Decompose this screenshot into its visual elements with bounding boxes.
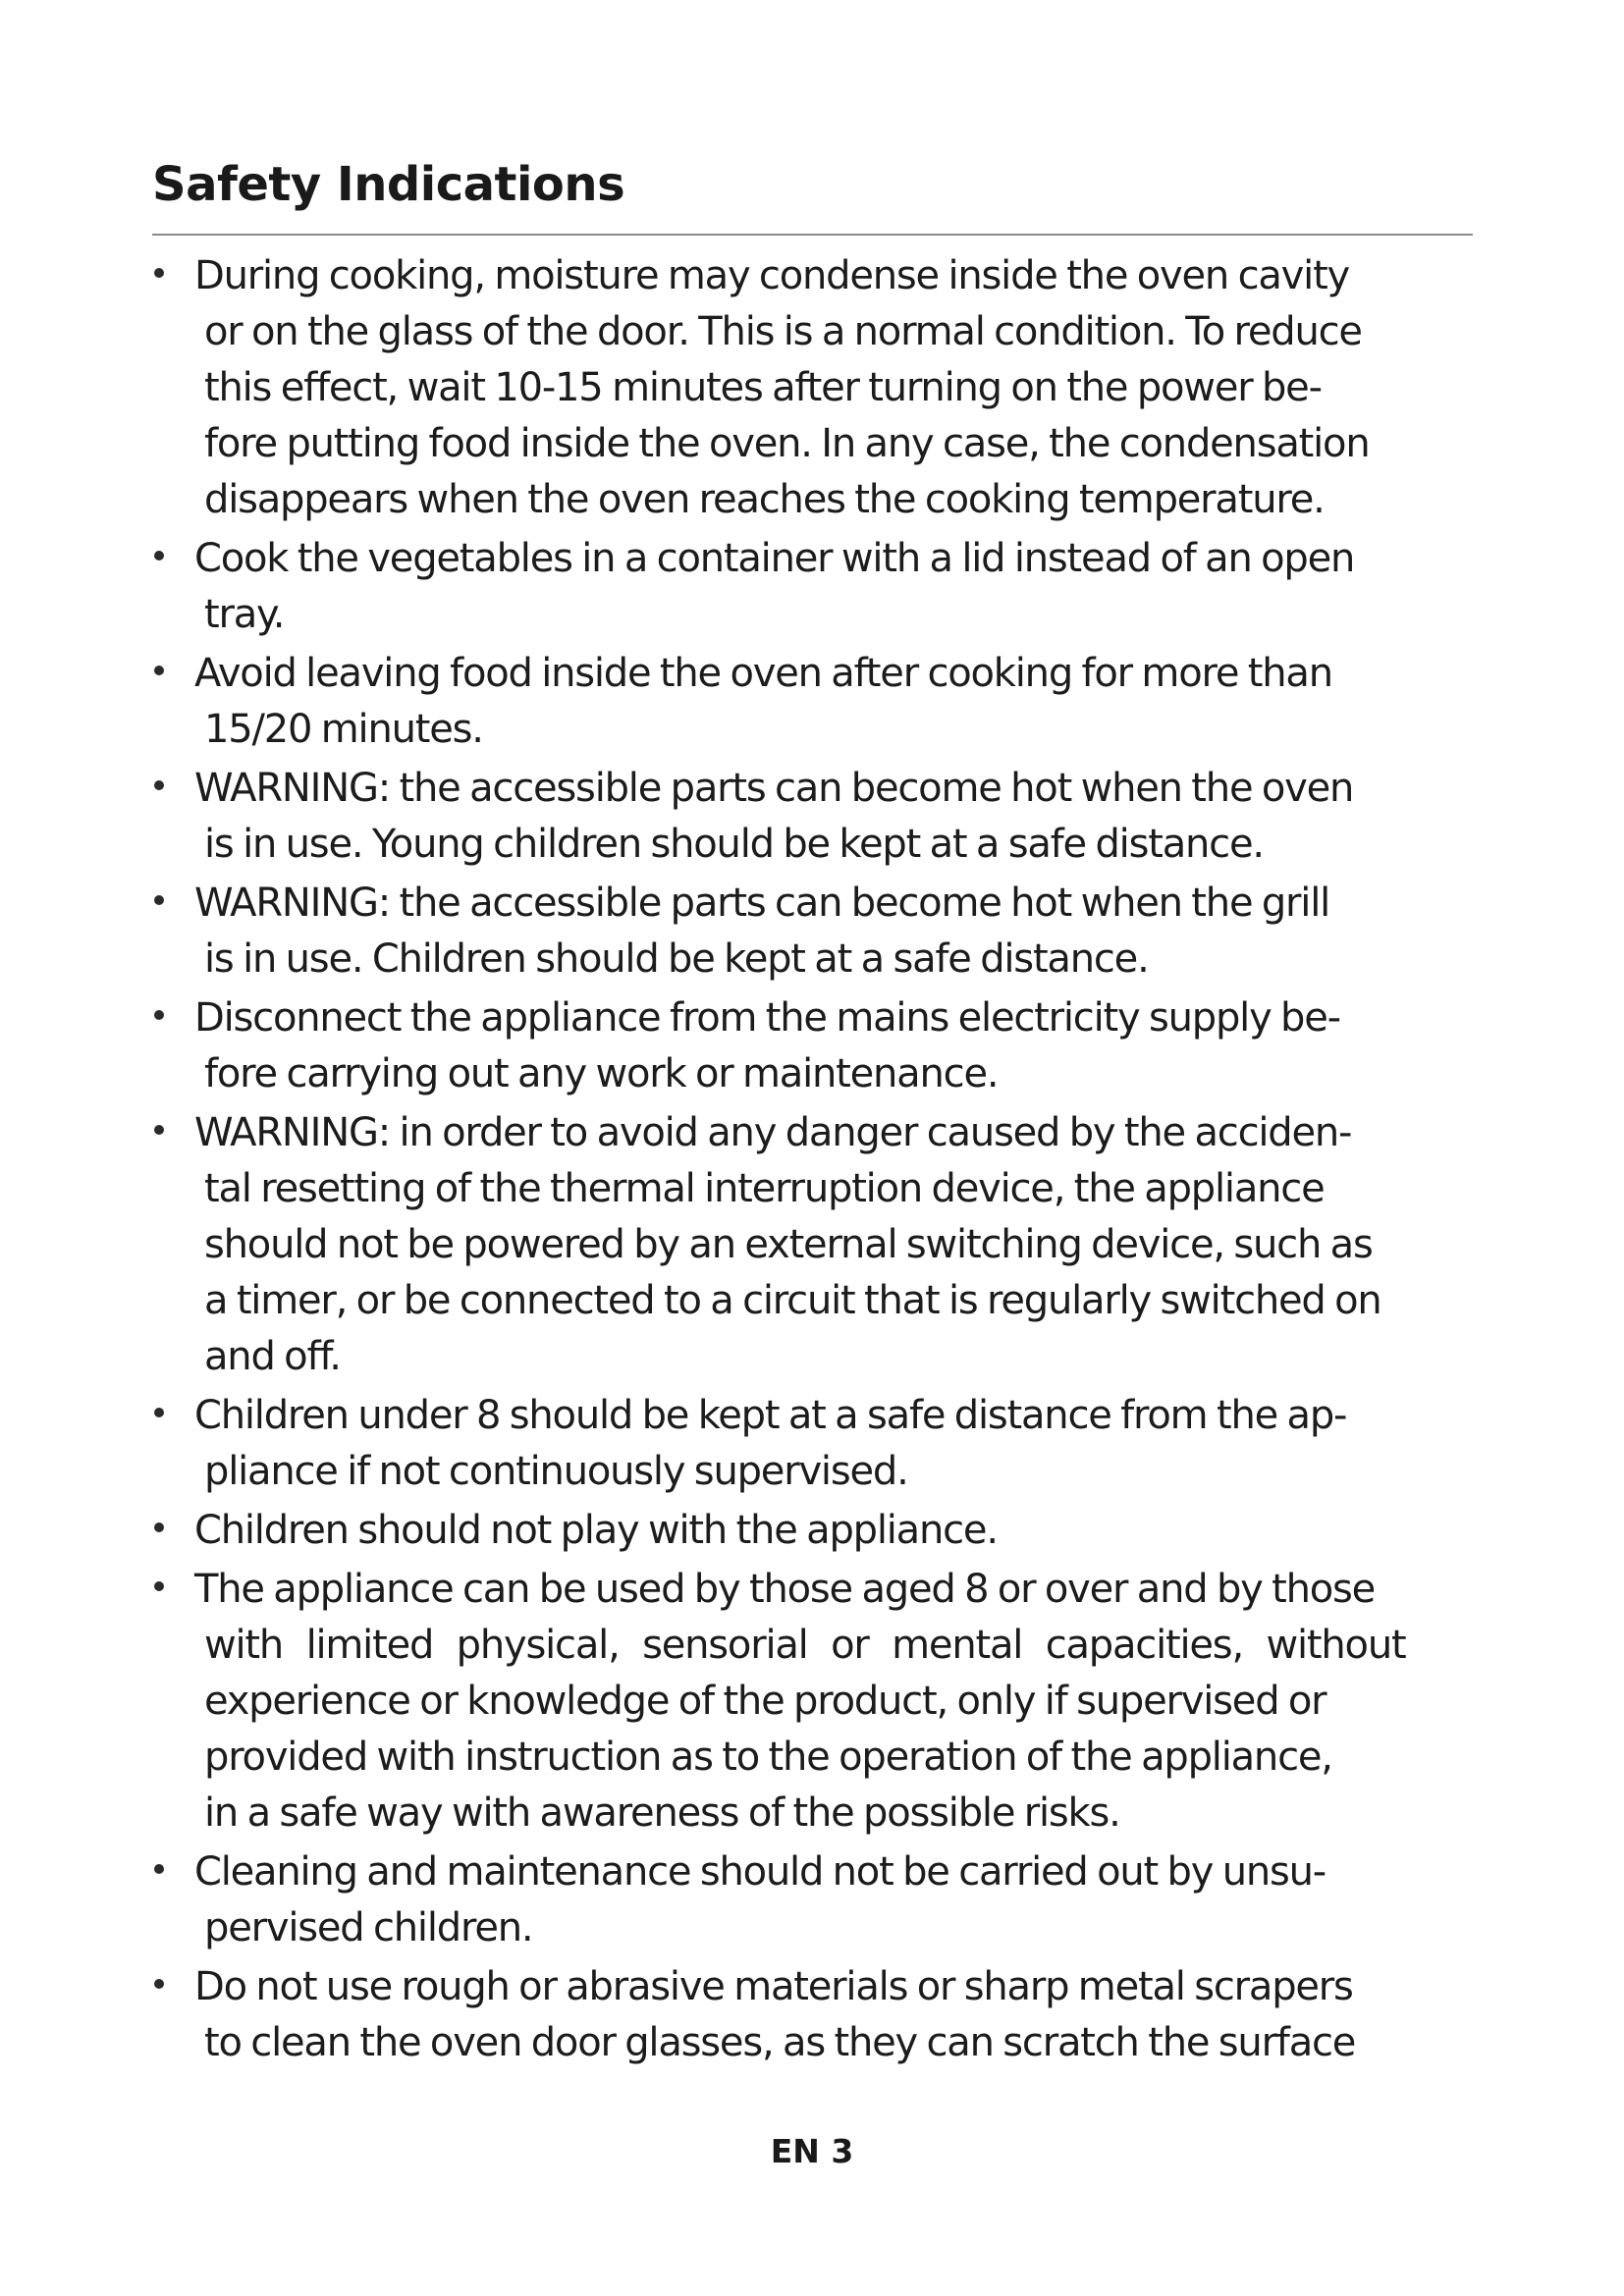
page-title: Safety Indications: [152, 157, 625, 212]
list-item: [152, 1503, 1527, 1559]
item-line: 15/20 minutes.: [204, 707, 483, 752]
item-line: fore carrying out any work or maintenance.: [204, 1051, 999, 1096]
bullet-icon: [154, 1864, 164, 1874]
list-item: [152, 876, 1527, 988]
item-line: Children should not play with the appliance.: [194, 1508, 998, 1553]
item-line: Avoid leaving food inside the oven after cooking for more than: [194, 651, 1332, 696]
list-item: [152, 990, 1527, 1102]
list-item: [152, 1388, 1527, 1500]
item-line: Cleaning and maintenance should not be carried out by unsu-: [194, 1849, 1326, 1895]
bullet-icon: [154, 1522, 164, 1532]
bullet-icon: [154, 268, 164, 278]
item-line: fore putting food inside the oven. In any case, the condensation: [204, 421, 1370, 466]
bullet-icon: [154, 551, 164, 561]
item-line: Disconnect the appliance from the mains electricity supply be-: [194, 995, 1340, 1041]
bullet-icon: [154, 1010, 164, 1020]
item-line: to clean the oven door glasses, as they can scratch the surface: [204, 2020, 1356, 2065]
item-line: WARNING: the accessible parts can become hot when the oven: [194, 766, 1354, 811]
bullet-icon: [154, 1581, 164, 1591]
list-item: [152, 1105, 1527, 1385]
item-line: in a safe way with awareness of the possible risks.: [204, 1790, 1120, 1836]
bullet-icon: [154, 780, 164, 790]
bullet-icon: [154, 1125, 164, 1135]
item-line: pliance if not continuously supervised.: [204, 1449, 908, 1494]
item-line: experience or knowledge of the product, only if supervised or: [204, 1679, 1326, 1724]
list-item: [152, 531, 1527, 643]
list-item: [152, 646, 1527, 758]
item-line: disappears when the oven reaches the cooking temperature.: [204, 477, 1325, 522]
item-line: pervised children.: [204, 1905, 533, 1950]
item-line: or on the glass of the door. This is a normal condition. To reduce: [204, 309, 1362, 354]
item-line: Cook the vegetables in a container with a lid instead of an open: [194, 536, 1355, 581]
list-item: [152, 1959, 1527, 2071]
item-line: is in use. Children should be kept at a safe distance.: [204, 936, 1149, 982]
item-line: The appliance can be used by those aged 8 or over and by those: [194, 1567, 1376, 1612]
item-line: provided with instruction as to the operation of the appliance,: [204, 1735, 1332, 1780]
safety-list: [152, 248, 1527, 2074]
item-line: During cooking, moisture may condense inside the oven cavity: [194, 253, 1350, 298]
item-line: Do not use rough or abrasive materials or sharp metal scrapers: [194, 1964, 1353, 2009]
list-item: [152, 1844, 1527, 1956]
item-line: WARNING: the accessible parts can become hot when the grill: [194, 881, 1330, 926]
item-line: Children under 8 should be kept at a safe distance from the ap-: [194, 1393, 1347, 1438]
item-line: tal resetting of the thermal interruption device, the appliance: [204, 1166, 1325, 1211]
item-line: a timer, or be connected to a circuit that is regularly switched on: [204, 1278, 1381, 1323]
item-line: tray.: [204, 592, 285, 637]
title-divider: [152, 234, 1473, 236]
list-item: [152, 1562, 1527, 1842]
bullet-icon: [154, 1408, 164, 1417]
list-item: [152, 761, 1527, 873]
item-line: with limited physical, sensorial or mental capacities, without: [204, 1623, 1406, 1668]
page-number: EN 3: [770, 2132, 854, 2170]
item-line: WARNING: in order to avoid any danger caused by the acciden-: [194, 1110, 1352, 1155]
item-line: should not be powered by an external switching device, such as: [204, 1222, 1373, 1267]
list-item: [152, 248, 1527, 528]
bullet-icon: [154, 1979, 164, 1989]
bullet-icon: [154, 895, 164, 905]
bullet-icon: [154, 666, 164, 675]
item-line: and off.: [204, 1334, 341, 1379]
item-line: is in use. Young children should be kept at a safe distance.: [204, 822, 1264, 867]
item-line: this effect, wait 10-15 minutes after turning on the power be-: [204, 365, 1322, 410]
